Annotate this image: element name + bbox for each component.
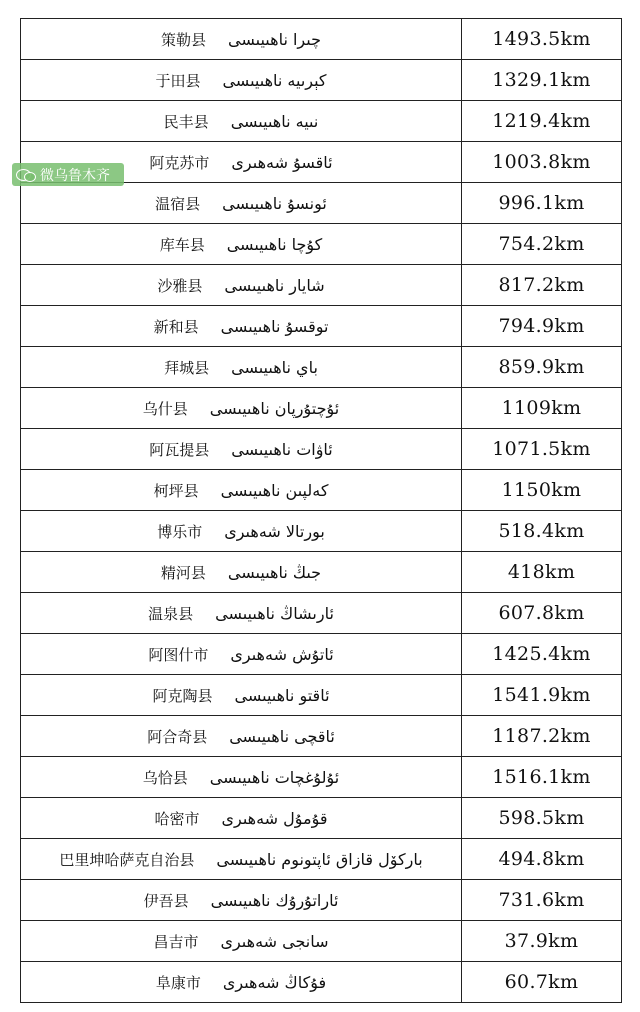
uyghur-name: ئاقسۇ شەھىرى [231,152,333,172]
uyghur-name: نىيە ناھىيىسى [230,111,319,131]
place-name-cell [21,224,462,265]
uyghur-name: توقسۇ ناھىيىسى [220,316,329,336]
distance-value: 60.7km [462,962,622,1003]
chinese-name: 乌什县 [142,399,188,418]
chinese-name: 阿克苏市 [149,153,210,172]
distance-value: 1219.4km [462,101,622,142]
uyghur-name: باي ناھىيىسى [231,357,318,377]
distance-value: 1425.4km [462,634,622,675]
table-row [21,798,622,839]
uyghur-name: فۇكاڭ شەھىرى [222,972,327,992]
table-row [21,388,622,429]
uyghur-name: چىرا ناھىيىسى [228,29,321,49]
place-name-cell [21,511,462,552]
distance-value: 598.5km [462,798,622,839]
uyghur-name: ئاۋات ناھىيىسى [231,439,333,459]
table-row [21,60,622,101]
table-row [21,634,622,675]
distance-value: 37.9km [462,921,622,962]
distance-value: 1541.9km [462,675,622,716]
distance-value: 518.4km [462,511,622,552]
chinese-name: 柯坪县 [153,481,199,500]
chinese-name: 新和县 [153,317,199,336]
distance-value: 754.2km [462,224,622,265]
place-name-cell [21,675,462,716]
place-name-cell [21,19,462,60]
table-row [21,552,622,593]
watermark [12,163,124,186]
place-name-cell [21,306,462,347]
chinese-name: 拜城县 [164,358,210,377]
uyghur-name: قۇمۇل شەھىرى [221,808,328,828]
chinese-name: 沙雅县 [157,276,203,295]
chinese-name: 于田县 [155,71,201,90]
watermark-text: 微乌鲁木齐 [40,167,110,184]
table-row [21,224,622,265]
place-name-cell [21,60,462,101]
distance-value: 607.8km [462,593,622,634]
table-row [21,716,622,757]
place-name-cell [21,593,462,634]
uyghur-name: ئاراتۇرۇك ناھىيىسى [210,890,339,910]
place-name-cell [21,265,462,306]
chinese-name: 阿合奇县 [147,727,208,746]
distance-value: 817.2km [462,265,622,306]
table-row [21,306,622,347]
uyghur-name: ئاتۇش شەھىرى [230,644,334,664]
place-name-cell [21,634,462,675]
distance-value: 418km [462,552,622,593]
uyghur-name: كەلپىن ناھىيىسى [220,480,329,500]
chinese-name: 策勒县 [161,30,207,49]
table-row [21,470,622,511]
chinese-name: 阿克陶县 [152,686,213,705]
chinese-name: 民丰县 [163,112,209,131]
table-row [21,757,622,798]
uyghur-name: ئاقچى ناھىيىسى [229,726,335,746]
distance-value: 996.1km [462,183,622,224]
place-name-cell [21,183,462,224]
chinese-name: 阿瓦提县 [149,440,210,459]
place-name-cell [21,880,462,921]
uyghur-name: ئونسۇ ناھىيىسى [222,193,327,213]
chinese-name: 温泉县 [148,604,194,623]
distance-value: 859.9km [462,347,622,388]
place-name-cell [21,962,462,1003]
uyghur-name: جىڭ ناھىيىسى [227,562,322,582]
distance-value: 1493.5km [462,19,622,60]
table-row [21,675,622,716]
table-row [21,839,622,880]
table-row [21,347,622,388]
chinese-name: 温宿县 [155,194,201,213]
table-row [21,962,622,1003]
uyghur-name: ئۇلۇغچات ناھىيىسى [209,767,340,787]
chinese-name: 昌吉市 [153,932,199,951]
place-name-cell [21,839,462,880]
chinese-name: 博乐市 [157,522,203,541]
uyghur-name: سانجى شەھىرى [220,931,329,951]
distance-value: 1109km [462,388,622,429]
uyghur-name: باركۆل قازاق ئاپتونوم ناھىيىسى [216,849,423,869]
distance-value: 1516.1km [462,757,622,798]
distance-value: 794.9km [462,306,622,347]
chinese-name: 伊吾县 [143,891,189,910]
table-row [21,880,622,921]
table-row [21,429,622,470]
place-name-cell [21,716,462,757]
chinese-name: 乌恰县 [142,768,188,787]
wechat-icon [16,168,36,182]
chinese-name: 精河县 [160,563,206,582]
distance-value: 1329.1km [462,60,622,101]
chinese-name: 哈密市 [154,809,200,828]
place-name-cell [21,757,462,798]
table-row [21,511,622,552]
distance-value: 1187.2km [462,716,622,757]
uyghur-name: كۇچا ناھىيىسى [226,234,323,254]
chinese-name: 库车县 [159,235,205,254]
table-row [21,19,622,60]
table-row [21,101,622,142]
uyghur-name: شايار ناھىيىسى [224,275,325,295]
table-row [21,921,622,962]
table-row [21,265,622,306]
distance-value: 1150km [462,470,622,511]
place-name-cell [21,101,462,142]
distance-value: 1003.8km [462,142,622,183]
uyghur-name: بورتالا شەھىرى [224,521,325,541]
chinese-name: 阿图什市 [148,645,209,664]
place-name-cell [21,347,462,388]
place-name-cell [21,470,462,511]
place-name-cell [21,921,462,962]
uyghur-name: ئارىشاڭ ناھىيىسى [215,603,334,623]
distance-value: 731.6km [462,880,622,921]
distance-value: 494.8km [462,839,622,880]
distance-value: 1071.5km [462,429,622,470]
table-row [21,593,622,634]
place-name-cell [21,388,462,429]
place-name-cell [21,552,462,593]
chinese-name: 阜康市 [155,973,201,992]
uyghur-name: ئاقتو ناھىيىسى [234,685,330,705]
uyghur-name: كېرىيە ناھىيىسى [222,70,327,90]
uyghur-name: ئۇچتۇرپان ناھىيىسى [209,398,340,418]
table-row [21,183,622,224]
place-name-cell [21,798,462,839]
chinese-name: 巴里坤哈萨克自治县 [59,850,195,869]
place-name-cell [21,429,462,470]
